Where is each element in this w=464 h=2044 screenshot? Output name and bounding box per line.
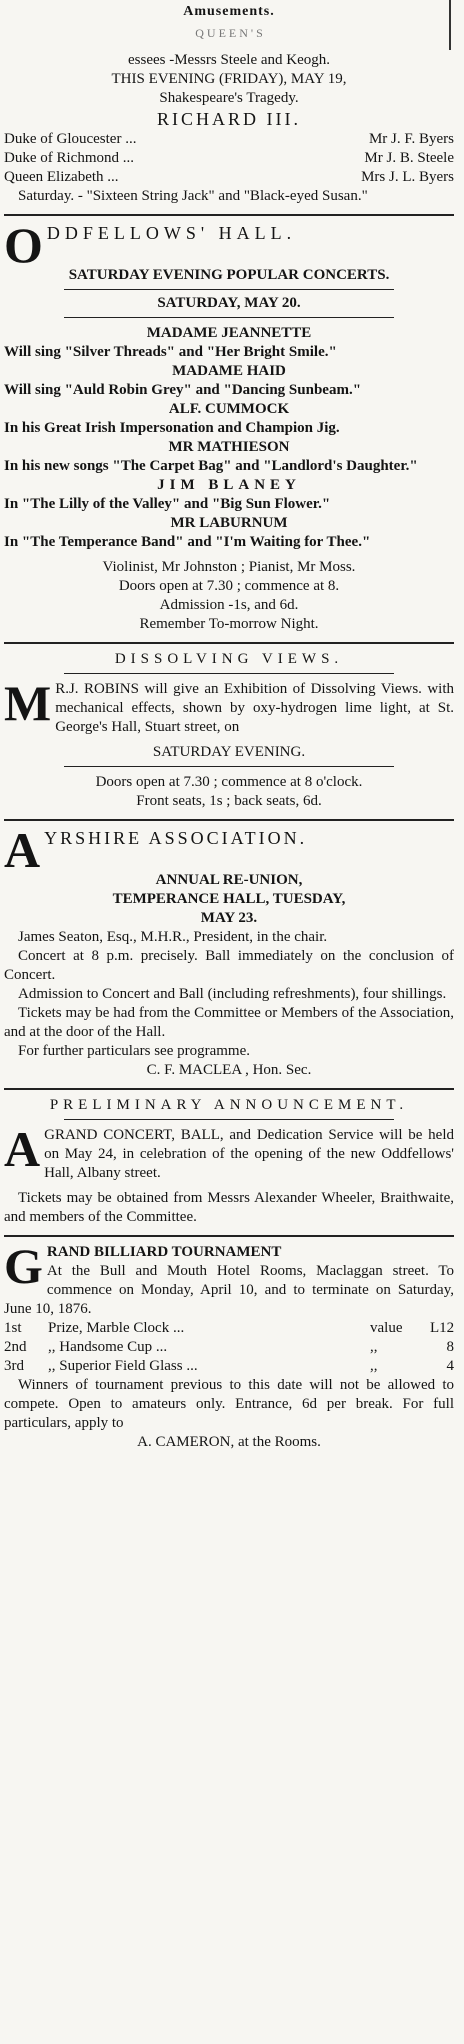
contact-line: A. CAMERON, at the Rooms. [137,1434,321,1450]
chair-line: James Seaton, Esq., M.H.R., President, in the chair. [18,929,328,945]
tickets-line: Tickets may be had from the Committee or Members of the Association, and at the door of the Hall. [4,1005,454,1040]
divider [64,317,394,318]
cast-actor: Mr J. F. Byers [368,131,454,147]
prize-value: L12 [430,1320,455,1336]
tournament-title: RAND BILLIARD TOURNAMENT [46,1244,282,1260]
drop-cap: A [4,1121,41,1177]
theatre-name: Q U E E N ' S [195,26,263,40]
drop-cap: M [4,675,52,731]
cast-role: Duke of Richmond ... [4,150,134,166]
association-title: YRSHIRE ASSOCIATION. [44,828,308,848]
drop-cap: G [4,1238,43,1294]
prize-label: ,, [370,1339,378,1355]
column-edge-rule [449,0,451,50]
cast-role: Duke of Gloucester ... [4,131,137,147]
cast-actor: Mr J. B. Steele [364,150,454,166]
prize-place: 3rd [4,1358,24,1374]
play-title: RICHARD III. [157,109,301,129]
dissolving-body: R.J. ROBINS will give an Exhibition of Dissolving Views. with mechanical effects, shown by oxy-hydrogen lime light, at St. George's Hall, Stuart street, on [55,681,454,735]
divider [4,1235,454,1237]
divider [64,289,394,290]
drop-cap: O [4,217,43,273]
hall-title: DDFELLOWS' HALL. [46,223,297,243]
performer-desc: Will sing "Silver Threads" and "Her Bright Smile." [4,344,337,360]
musicians-line: Violinist, Mr Johnston ; Pianist, Mr Moss. [102,559,356,575]
divider [64,766,394,767]
cast-role: Queen Elizabeth ... [4,169,119,185]
oddfellows-advert [4,217,454,634]
drop-cap: A [4,822,41,878]
divider [4,214,454,216]
reminder-line: Remember To-morrow Night. [139,616,319,632]
cast-row [4,130,454,149]
performer-name: MADAME HAID [172,363,286,379]
concert-line: Concert at 8 p.m. precisely. Ball immediately on the conclusion of Concert. [4,948,454,983]
reunion-line: ANNUAL RE-UNION, [155,872,303,888]
prize-row [4,1319,454,1338]
cast-row [4,168,454,187]
performance-date: THIS EVENING (FRIDAY), MAY 19, [111,71,347,87]
performer-name: ALF. CUMMOCK [168,401,290,417]
section-header: Amusements. [183,4,275,19]
dissolving-day: SATURDAY EVENING. [152,744,306,760]
performer-desc: In "The Lilly of the Valley" and "Big Sun Flower." [4,496,331,512]
preliminary-body: GRAND CONCERT, BALL, and Dedication Service will be held on May 24, in celebration of the opening of the new Oddfellows' Hall, Albany street. [44,1127,454,1181]
prize-value: 4 [446,1358,454,1374]
admission-line: Admission to Concert and Ball (including refreshments), four shillings. [18,986,447,1002]
divider [4,642,454,644]
saturday-note: Saturday. - "Sixteen String Jack" and "Black-eyed Susan." [18,188,368,204]
cast-actor: Mrs J. L. Byers [361,169,454,185]
performer-desc: Will sing "Auld Robin Grey" and "Dancing Sunbeam." [4,382,362,398]
dissolving-doors: Doors open at 7.30 ; commence at 8 o'clock. [95,774,363,790]
performer-desc: In his new songs "The Carpet Bag" and "Landlord's Daughter." [4,458,418,474]
preliminary-heading: PRELIMINARY ANNOUNCEMENT. [49,1097,409,1113]
prize-item: Prize, Marble Clock ... [48,1320,185,1336]
venue-line: TEMPERANCE HALL, TUESDAY, [112,891,346,907]
prize-row [4,1357,454,1376]
prize-item: ,, Handsome Cup ... [48,1339,168,1355]
dissolving-heading: DISSOLVING VIEWS. [114,651,344,667]
prize-label: value [370,1320,403,1336]
prize-value: 8 [446,1339,454,1355]
performer-name: MR MATHIESON [168,439,290,455]
prize-place: 2nd [4,1339,27,1355]
performer-name: MR LABURNUM [170,515,288,531]
dissolving-seats: Front seats, 1s ; back seats, 6d. [136,793,322,809]
prize-place: 1st [4,1320,22,1336]
preliminary-advert [4,1096,454,1227]
date-line: MAY 23. [200,910,258,926]
dissolving-views-advert [4,650,454,811]
theatre-advert [4,26,454,206]
preliminary-tickets: Tickets may be obtained from Messrs Alexander Wheeler, Braithwaite, and members of the Committee. [4,1190,454,1225]
prize-label: ,, [370,1358,378,1374]
billiard-advert [4,1238,455,1452]
lessees-line: essees -Messrs Steele and Keogh. [127,52,331,68]
tournament-body: At the Bull and Mouth Hotel Rooms, Maclaggan street. To commence on Monday, April 10, and to terminate on Saturday, June 10, 1876. [4,1263,454,1317]
play-subtitle: Shakespeare's Tragedy. [159,90,299,106]
concert-heading: SATURDAY EVENING POPULAR CONCERTS. [68,267,390,283]
performer-name: JIM BLANEY [157,477,301,493]
signature-line: C. F. MACLEA , Hon. Sec. [146,1062,312,1078]
divider [4,1088,454,1090]
divider [4,819,454,821]
divider [64,673,394,674]
divider [64,1119,394,1120]
ayrshire-advert [4,822,454,1080]
doors-line: Doors open at 7.30 ; commence at 8. [118,578,340,594]
programme-line: For further particulars see programme. [18,1043,250,1059]
prize-row [4,1338,454,1357]
performer-name: MADAME JEANNETTE [146,325,312,341]
cast-row [4,149,454,168]
admission-line: Admission -1s, and 6d. [159,597,299,613]
prize-item: ,, Superior Field Glass ... [48,1358,198,1374]
winners-line: Winners of tournament previous to this date will not be allowed to compete. Open to amateurs only. Entrance, 6d per break. For full particulars, apply to [4,1377,454,1431]
concert-date: SATURDAY, MAY 20. [157,295,301,311]
performer-desc: In "The Temperance Band" and "I'm Waiting for Thee." [4,534,371,550]
performer-desc: In his Great Irish Impersonation and Champion Jig. [4,420,340,436]
